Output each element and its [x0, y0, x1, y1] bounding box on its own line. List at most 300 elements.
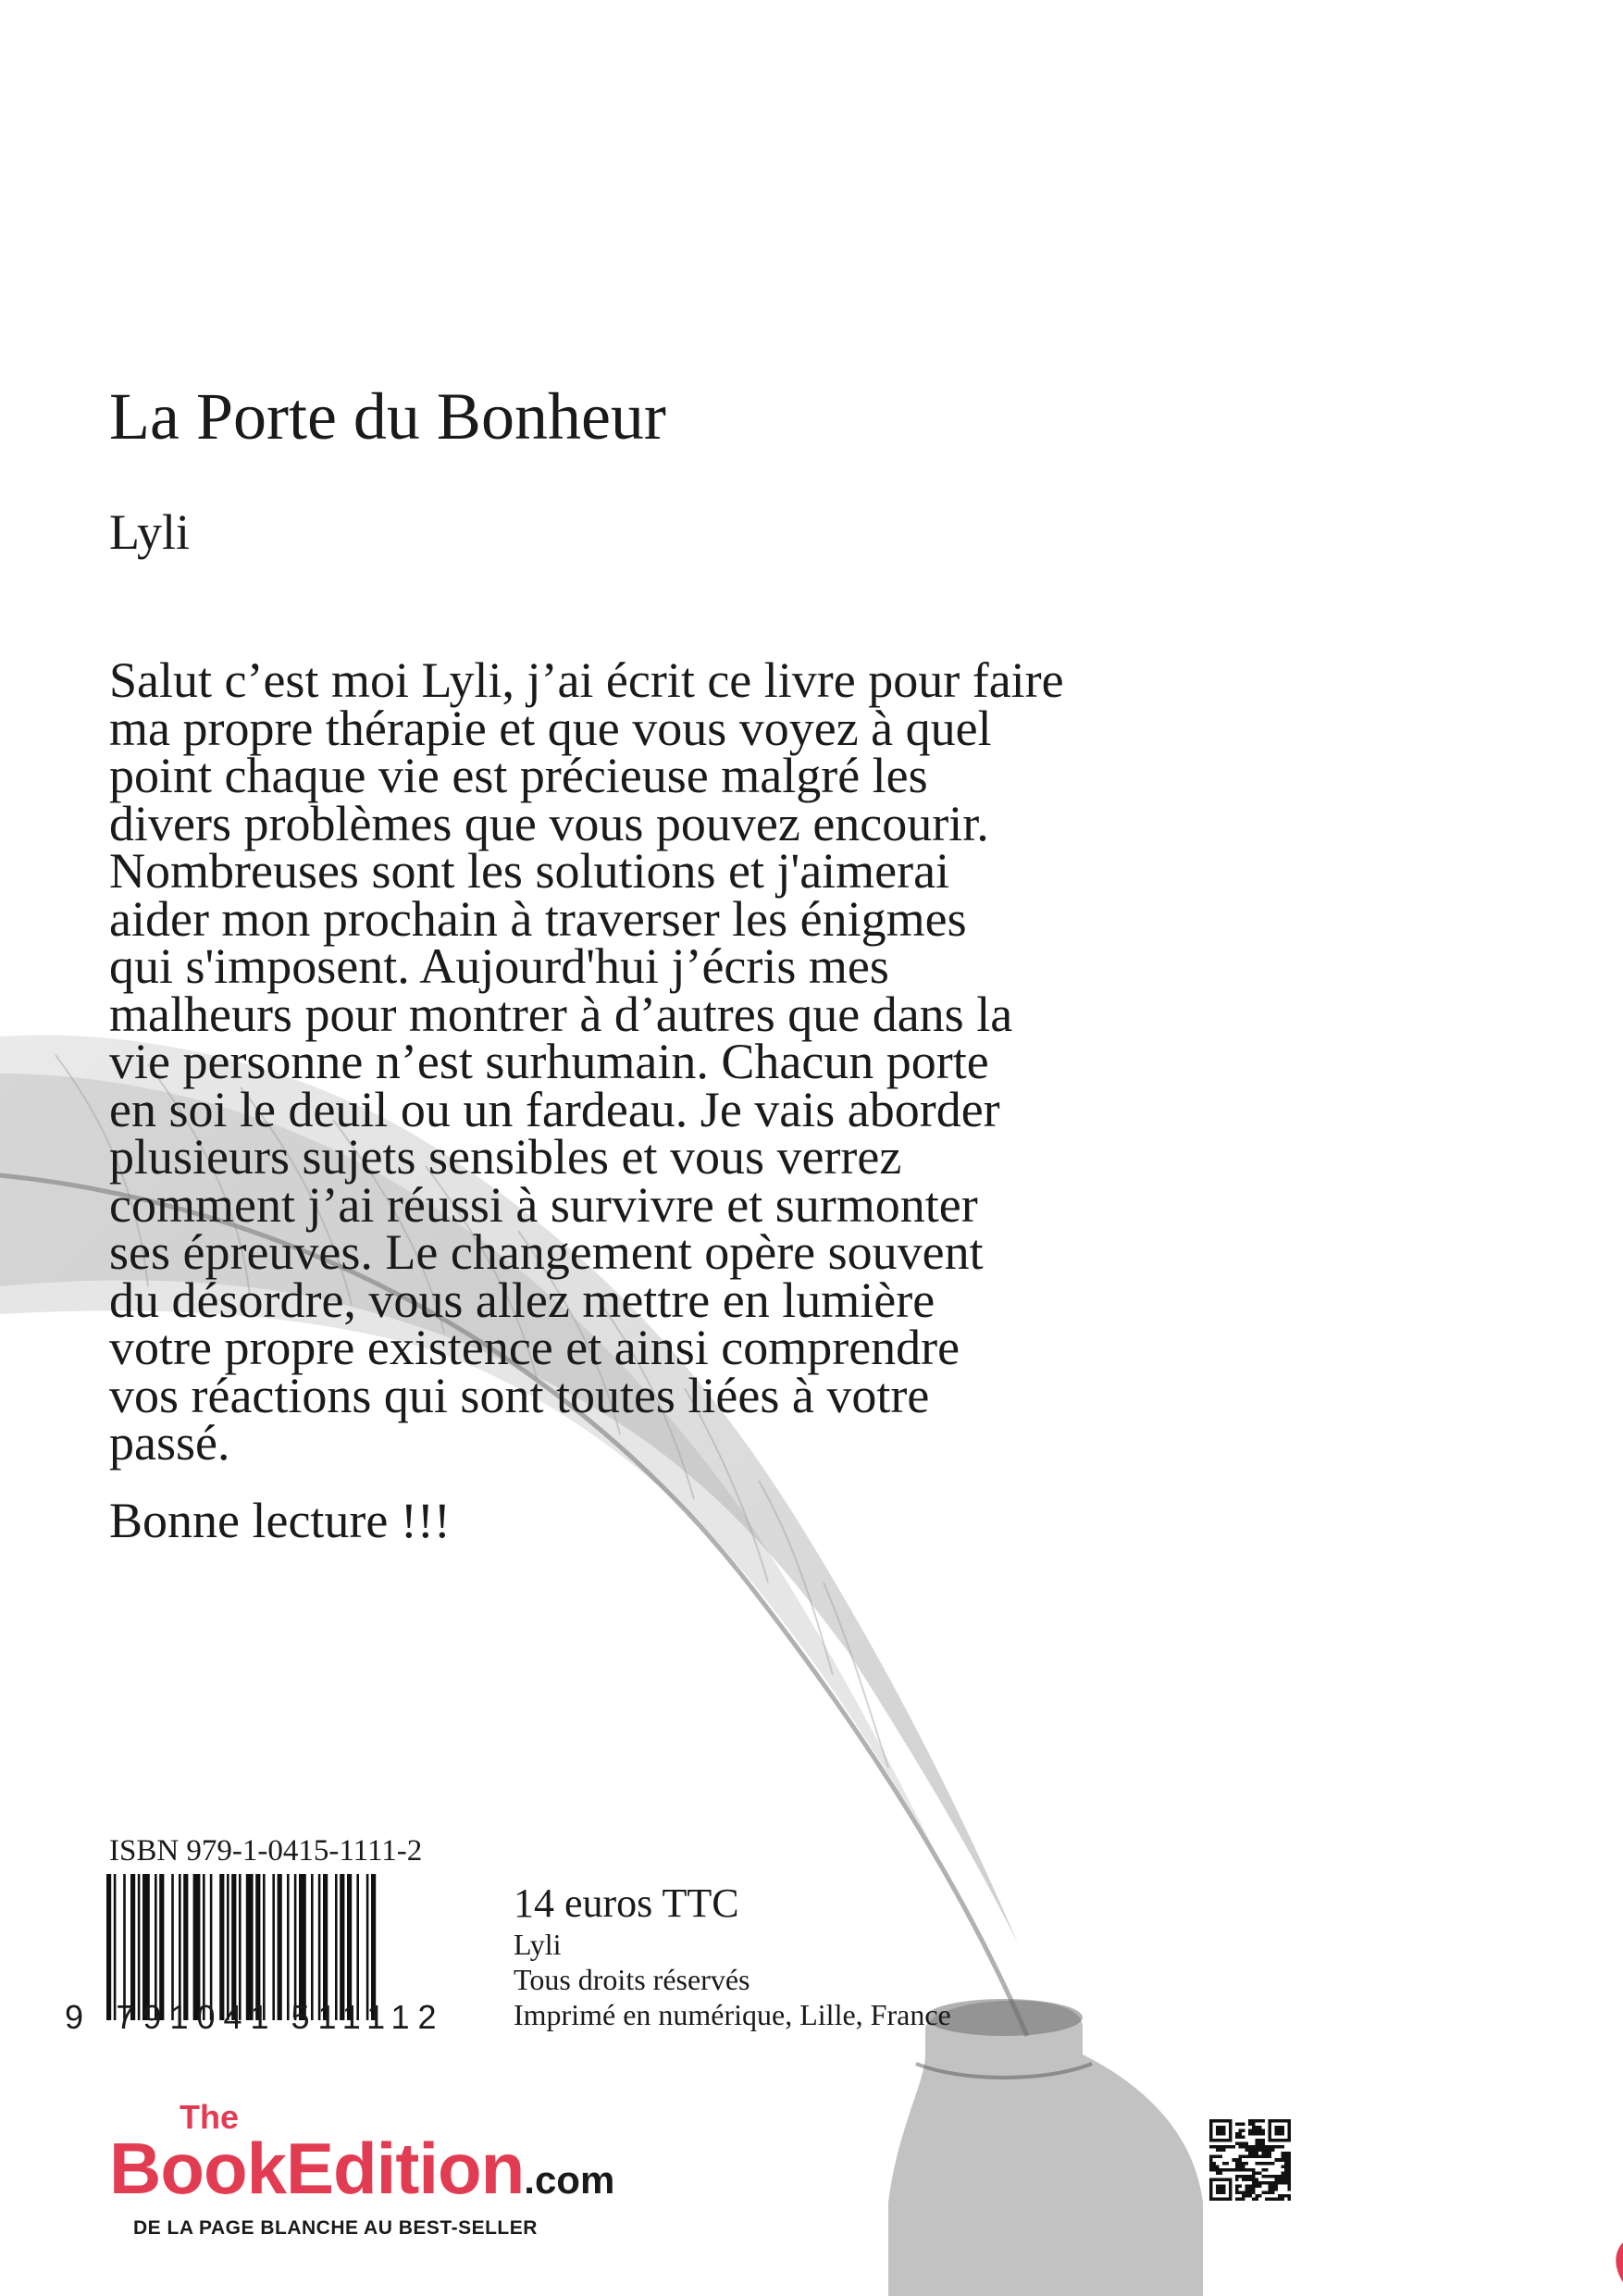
qr-module: [1252, 2145, 1256, 2149]
qr-module: [1281, 2119, 1284, 2123]
qr-module: [1258, 2181, 1262, 2185]
qr-module: [1258, 2126, 1262, 2129]
qr-module: [1274, 2129, 1278, 2133]
qr-module: [1281, 2178, 1284, 2181]
blurb-line: comment j’ai réussi à survivre et surmonter: [109, 1176, 978, 1233]
qr-module: [1258, 2162, 1262, 2166]
qr-module: [1229, 2136, 1233, 2140]
qr-module: [1216, 2171, 1220, 2175]
qr-module: [1255, 2155, 1258, 2159]
qr-module: [1222, 2129, 1226, 2133]
qr-module: [1287, 2129, 1291, 2133]
qr-module: [1229, 2178, 1233, 2181]
qr-module: [1248, 2145, 1252, 2149]
qr-module: [1252, 2181, 1256, 2185]
qr-module: [1268, 2181, 1271, 2185]
qr-module: [1252, 2155, 1256, 2159]
qr-module: [1235, 2191, 1239, 2194]
qr-module: [1287, 2165, 1291, 2168]
qr-module: [1239, 2191, 1243, 2194]
qr-module: [1239, 2162, 1243, 2166]
qr-module: [1274, 2139, 1278, 2142]
qr-module: [1261, 2139, 1265, 2142]
qr-module: [1252, 2119, 1256, 2123]
qr-module: [1255, 2129, 1258, 2133]
blurb-line: vie personne n’est surhumain. Chacun porte: [109, 1034, 989, 1089]
qr-module: [1271, 2149, 1275, 2153]
qr-module: [1239, 2184, 1243, 2188]
qr-module: [1271, 2119, 1275, 2123]
qr-module: [1281, 2197, 1284, 2201]
qr-module: [1284, 2168, 1288, 2172]
qr-module: [1268, 2184, 1271, 2188]
qr-module: [1274, 2119, 1278, 2123]
qr-module: [1216, 2139, 1220, 2142]
qr-module: [1242, 2162, 1245, 2166]
qr-module: [1287, 2197, 1291, 2201]
qr-module: [1216, 2184, 1220, 2188]
qr-module: [1281, 2132, 1284, 2136]
qr-module: [1209, 2191, 1213, 2194]
logo-tagline: DE LA PAGE BLANCHE AU BEST-SELLER: [133, 2217, 538, 2239]
qr-module: [1278, 2175, 1282, 2178]
qr-module: [1274, 2197, 1278, 2201]
qr-module: [1216, 2168, 1220, 2172]
qr-module: [1284, 2139, 1288, 2142]
qr-module: [1229, 2139, 1233, 2142]
qr-module: [1245, 2194, 1249, 2198]
qr-module: [1209, 2145, 1213, 2149]
qr-module: [1226, 2139, 1230, 2142]
qr-module: [1261, 2142, 1265, 2146]
qr-module: [1226, 2197, 1230, 2201]
qr-module: [1252, 2132, 1256, 2136]
qr-module: [1239, 2145, 1243, 2149]
qr-module: [1268, 2191, 1271, 2194]
blurb-line: passé.: [109, 1415, 230, 1471]
qr-module: [1284, 2162, 1288, 2166]
qr-module: [1255, 2149, 1258, 2153]
qr-module: [1216, 2155, 1220, 2159]
qr-module: [1235, 2132, 1239, 2136]
qr-module: [1239, 2123, 1243, 2127]
qr-module: [1222, 2178, 1226, 2181]
qr-module: [1213, 2178, 1217, 2181]
price: 14 euros TTC: [514, 1880, 739, 1926]
qr-module: [1274, 2178, 1278, 2181]
qr-module: [1255, 2194, 1258, 2198]
blurb-line: divers problèmes que vous pouvez encourir.: [109, 795, 989, 851]
qr-module: [1239, 2175, 1243, 2178]
qr-module: [1265, 2152, 1269, 2155]
qr-module: [1220, 2119, 1223, 2123]
qr-module: [1209, 2158, 1213, 2162]
qr-module: [1284, 2175, 1288, 2178]
qr-module: [1255, 2178, 1258, 2181]
qr-module: [1284, 2178, 1288, 2181]
qr-module: [1261, 2191, 1265, 2194]
qr-module: [1235, 2168, 1239, 2172]
qr-module: [1278, 2194, 1282, 2198]
qr-module: [1268, 2155, 1271, 2159]
blurb-line: malheurs pour montrer à d’autres que dans la: [109, 986, 1013, 1042]
qr-module: [1255, 2142, 1258, 2146]
bookedition-logo: [109, 2098, 664, 2258]
qr-module: [1248, 2155, 1252, 2159]
qr-module: [1229, 2191, 1233, 2194]
qr-module: [1229, 2126, 1233, 2129]
blurb-line: vos réactions qui sont toutes liées à votre: [109, 1367, 930, 1423]
publisher-name: Lyli: [514, 1928, 562, 1961]
qr-module: [1271, 2162, 1275, 2166]
book-author: Lyli: [109, 504, 191, 560]
qr-module: [1239, 2142, 1243, 2146]
qr-module: [1213, 2168, 1217, 2172]
qr-module: [1216, 2129, 1220, 2133]
qr-module: [1255, 2184, 1258, 2188]
blurb-line: qui s'imposent. Aujourd'hui j’écris mes: [109, 938, 889, 994]
qr-module: [1248, 2191, 1252, 2194]
qr-module: [1265, 2149, 1269, 2153]
book-title: La Porte du Bonheur: [109, 379, 666, 453]
qr-module: [1252, 2152, 1256, 2155]
qr-module: [1213, 2165, 1217, 2168]
qr-module: [1209, 2123, 1213, 2127]
qr-module: [1271, 2184, 1275, 2188]
qr-module: [1209, 2178, 1213, 2181]
qr-module: [1213, 2139, 1217, 2142]
qr-module: [1216, 2197, 1220, 2201]
qr-module: [1229, 2168, 1233, 2172]
qr-module: [1233, 2168, 1236, 2172]
qr-module: [1271, 2191, 1275, 2194]
qr-module: [1268, 2162, 1271, 2166]
qr-module: [1209, 2132, 1213, 2136]
logo-main-text: BookEdition: [109, 2128, 525, 2209]
qr-module: [1209, 2188, 1213, 2191]
qr-module: [1229, 2123, 1233, 2127]
barcode-digit-group-right: 511112: [291, 1998, 445, 2036]
qr-module: [1235, 2184, 1239, 2188]
qr-module: [1287, 2181, 1291, 2185]
qr-module: [1226, 2178, 1230, 2181]
qr-module: [1245, 2149, 1249, 2153]
qr-module: [1239, 2136, 1243, 2140]
qr-module: [1242, 2191, 1245, 2194]
qr-module: [1216, 2149, 1220, 2153]
qr-module: [1255, 2126, 1258, 2129]
qr-module: [1209, 2168, 1213, 2172]
qr-module: [1220, 2149, 1223, 2153]
qr-module: [1278, 2178, 1282, 2181]
qr-module: [1222, 2119, 1226, 2123]
blurb-line: Nombreuses sont les solutions et j'aimerai: [109, 843, 950, 899]
qr-module: [1271, 2197, 1275, 2201]
qr-module: [1248, 2129, 1252, 2133]
qr-module: [1274, 2132, 1278, 2136]
qr-module: [1268, 2149, 1271, 2153]
qr-module: [1226, 2168, 1230, 2172]
qr-module: [1278, 2129, 1282, 2133]
qr-module: [1287, 2184, 1291, 2188]
qr-module: [1222, 2132, 1226, 2136]
qr-module: [1265, 2181, 1269, 2185]
qr-module: [1209, 2165, 1213, 2168]
qr-module: [1258, 2194, 1262, 2198]
qr-module: [1287, 2123, 1291, 2127]
logo-domain-suffix: .com: [524, 2158, 615, 2202]
qr-module: [1284, 2194, 1288, 2198]
isbn-label: ISBN 979-1-0415-1111-2: [109, 1834, 423, 1868]
qr-module: [1268, 2136, 1271, 2140]
qr-module: [1287, 2155, 1291, 2159]
qr-module: [1252, 2168, 1256, 2172]
qr-module: [1239, 2155, 1243, 2159]
blurb-line: point chaque vie est précieuse malgré les: [109, 748, 928, 803]
qr-module: [1242, 2142, 1245, 2146]
qr-module: [1255, 2119, 1258, 2123]
qr-module: [1274, 2126, 1278, 2129]
qr-module: [1235, 2162, 1239, 2166]
qr-module: [1220, 2188, 1223, 2191]
qr-module: [1222, 2184, 1226, 2188]
qr-module: [1284, 2171, 1288, 2175]
blurb-line: du désordre, vous allez mettre en lumière: [109, 1272, 935, 1328]
qr-module: [1278, 2132, 1282, 2136]
qr-module: [1287, 2136, 1291, 2140]
qr-module: [1287, 2126, 1291, 2129]
qr-module: [1242, 2155, 1245, 2159]
qr-module: [1287, 2158, 1291, 2162]
qr-module: [1239, 2129, 1243, 2133]
qr-module: [1287, 2175, 1291, 2178]
qr-module: [1268, 2139, 1271, 2142]
qr-module: [1278, 2197, 1282, 2201]
corner-decoration: [1605, 2230, 1623, 2286]
qr-module: [1281, 2158, 1284, 2162]
qr-module: [1278, 2126, 1282, 2129]
qr-module: [1252, 2126, 1256, 2129]
qr-module: [1265, 2155, 1269, 2159]
qr-module: [1252, 2175, 1256, 2178]
logo-wordmark: [109, 2127, 614, 2222]
qr-module: [1287, 2119, 1291, 2123]
qr-module: [1220, 2184, 1223, 2188]
qr-module: [1255, 2145, 1258, 2149]
qr-module: [1242, 2123, 1245, 2127]
qr-module: [1258, 2119, 1262, 2123]
qr-module: [1271, 2188, 1275, 2191]
qr-module: [1220, 2129, 1223, 2133]
qr-module: [1287, 2162, 1291, 2166]
qr-module: [1245, 2155, 1249, 2159]
qr-module: [1229, 2119, 1233, 2123]
qr-module: [1287, 2139, 1291, 2142]
qr-module: [1209, 2126, 1213, 2129]
qr-module: [1258, 2171, 1262, 2175]
qr-module: [1281, 2181, 1284, 2185]
qr-module: [1287, 2194, 1291, 2198]
qr-module: [1284, 2165, 1288, 2168]
qr-module: [1281, 2171, 1284, 2175]
qr-module: [1233, 2158, 1236, 2162]
qr-module: [1252, 2184, 1256, 2188]
qr-module: [1268, 2132, 1271, 2136]
qr-module: [1229, 2132, 1233, 2136]
qr-module: [1261, 2145, 1265, 2149]
qr-module: [1274, 2184, 1278, 2188]
qr-module: [1242, 2168, 1245, 2172]
qr-module: [1281, 2126, 1284, 2129]
qr-module: [1274, 2175, 1278, 2178]
qr-module: [1226, 2145, 1230, 2149]
qr-module: [1284, 2119, 1288, 2123]
qr-module: [1268, 2152, 1271, 2155]
qr-module: [1242, 2136, 1245, 2140]
qr-module: [1284, 2155, 1288, 2159]
qr-module: [1255, 2181, 1258, 2185]
qr-module: [1284, 2152, 1288, 2155]
printing-notice: Imprimé en numérique, Lille, France: [514, 1998, 951, 2031]
qr-module: [1239, 2197, 1243, 2201]
qr-module: [1271, 2145, 1275, 2149]
qr-module: [1284, 2158, 1288, 2162]
logo-the: The: [180, 2098, 240, 2136]
qr-module: [1213, 2197, 1217, 2201]
qr-module: [1209, 2139, 1213, 2142]
qr-module: [1229, 2181, 1233, 2185]
qr-module: [1239, 2165, 1243, 2168]
qr-module: [1255, 2132, 1258, 2136]
qr-module: [1258, 2145, 1262, 2149]
qr-module: [1242, 2145, 1245, 2149]
qr-module: [1258, 2149, 1262, 2153]
qr-module: [1261, 2162, 1265, 2166]
qr-module: [1261, 2149, 1265, 2153]
qr-module: [1278, 2139, 1282, 2142]
qr-module: [1268, 2129, 1271, 2133]
qr-module: [1226, 2119, 1230, 2123]
qr-module: [1209, 2136, 1213, 2140]
qr-module: [1229, 2194, 1233, 2198]
qr-module: [1258, 2155, 1262, 2159]
qr-module: [1209, 2119, 1213, 2123]
qr-module: [1278, 2181, 1282, 2185]
qr-module: [1220, 2197, 1223, 2201]
qr-module: [1213, 2155, 1217, 2159]
blurb-line: Salut c’est moi Lyli, j’ai écrit ce livre pour faire: [109, 652, 1064, 708]
qr-module: [1226, 2162, 1230, 2166]
qr-module: [1213, 2119, 1217, 2123]
qr-module: [1268, 2126, 1271, 2129]
qr-module: [1216, 2119, 1220, 2123]
blurb-line: aider mon prochain à traverser les énigmes: [109, 890, 967, 947]
qr-module: [1248, 2149, 1252, 2153]
qr-module: [1255, 2139, 1258, 2142]
qr-module: [1216, 2188, 1220, 2191]
qr-module: [1235, 2188, 1239, 2191]
qr-module: [1281, 2175, 1284, 2178]
qr-module: [1287, 2168, 1291, 2172]
qr-module: [1209, 2155, 1213, 2159]
qr-module: [1235, 2175, 1239, 2178]
qr-module: [1252, 2171, 1256, 2175]
qr-module: [1229, 2184, 1233, 2188]
qr-module: [1222, 2149, 1226, 2153]
qr-module: [1216, 2178, 1220, 2181]
qr-module: [1222, 2191, 1226, 2194]
qr-module: [1222, 2126, 1226, 2129]
qr-module: [1242, 2165, 1245, 2168]
qr-module: [1261, 2155, 1265, 2159]
qr-module: [1248, 2188, 1252, 2191]
qr-module: [1235, 2142, 1239, 2146]
qr-module: [1216, 2191, 1220, 2194]
qr-module: [1287, 2188, 1291, 2191]
qr-module: [1222, 2139, 1226, 2142]
qr-module: [1222, 2188, 1226, 2191]
qr-module: [1271, 2175, 1275, 2178]
qr-module: [1209, 2181, 1213, 2185]
qr-module: [1274, 2188, 1278, 2191]
qr-module: [1222, 2197, 1226, 2201]
qr-module: [1209, 2129, 1213, 2133]
book-blurb: [109, 652, 1257, 1471]
qr-module: [1252, 2188, 1256, 2191]
qr-module: [1242, 2129, 1245, 2133]
qr-module: [1281, 2165, 1284, 2168]
qr-module: [1261, 2181, 1265, 2185]
blurb-line: votre propre existence et ainsi comprendre: [109, 1320, 960, 1375]
qr-module: [1265, 2145, 1269, 2149]
qr-module: [1261, 2152, 1265, 2155]
qr-module: [1242, 2194, 1245, 2198]
qr-module: [1281, 2129, 1284, 2133]
qr-module: [1268, 2145, 1271, 2149]
qr-module: [1245, 2191, 1249, 2194]
qr-module: [1255, 2171, 1258, 2175]
qr-module: [1245, 2168, 1249, 2172]
qr-module: [1281, 2194, 1284, 2198]
qr-module: [1220, 2178, 1223, 2181]
blurb-line: ma propre thérapie et que vous voyez à quel: [109, 700, 992, 756]
qr-module: [1220, 2132, 1223, 2136]
qr-module: [1242, 2197, 1245, 2201]
qr-module: [1248, 2178, 1252, 2181]
qr-module: [1248, 2132, 1252, 2136]
qr-module: [1281, 2152, 1284, 2155]
qr-module: [1248, 2184, 1252, 2188]
qr-module: [1245, 2162, 1249, 2166]
qr-module: [1209, 2162, 1213, 2166]
qr-module: [1239, 2132, 1243, 2136]
qr-module: [1271, 2139, 1275, 2142]
qr-module: [1248, 2168, 1252, 2172]
qr-module: [1222, 2145, 1226, 2149]
qr-module: [1209, 2197, 1213, 2201]
qr-module: [1261, 2132, 1265, 2136]
qr-module: [1220, 2126, 1223, 2129]
qr-module: [1233, 2145, 1236, 2149]
qr-module: [1209, 2184, 1213, 2188]
qr-module: [1245, 2145, 1249, 2149]
barcode-digits: [65, 1999, 453, 2036]
qr-module: [1248, 2119, 1252, 2123]
qr-module: [1252, 2191, 1256, 2194]
qr-module: [1261, 2129, 1265, 2133]
qr-module: [1255, 2162, 1258, 2166]
qr-module: [1242, 2178, 1245, 2181]
